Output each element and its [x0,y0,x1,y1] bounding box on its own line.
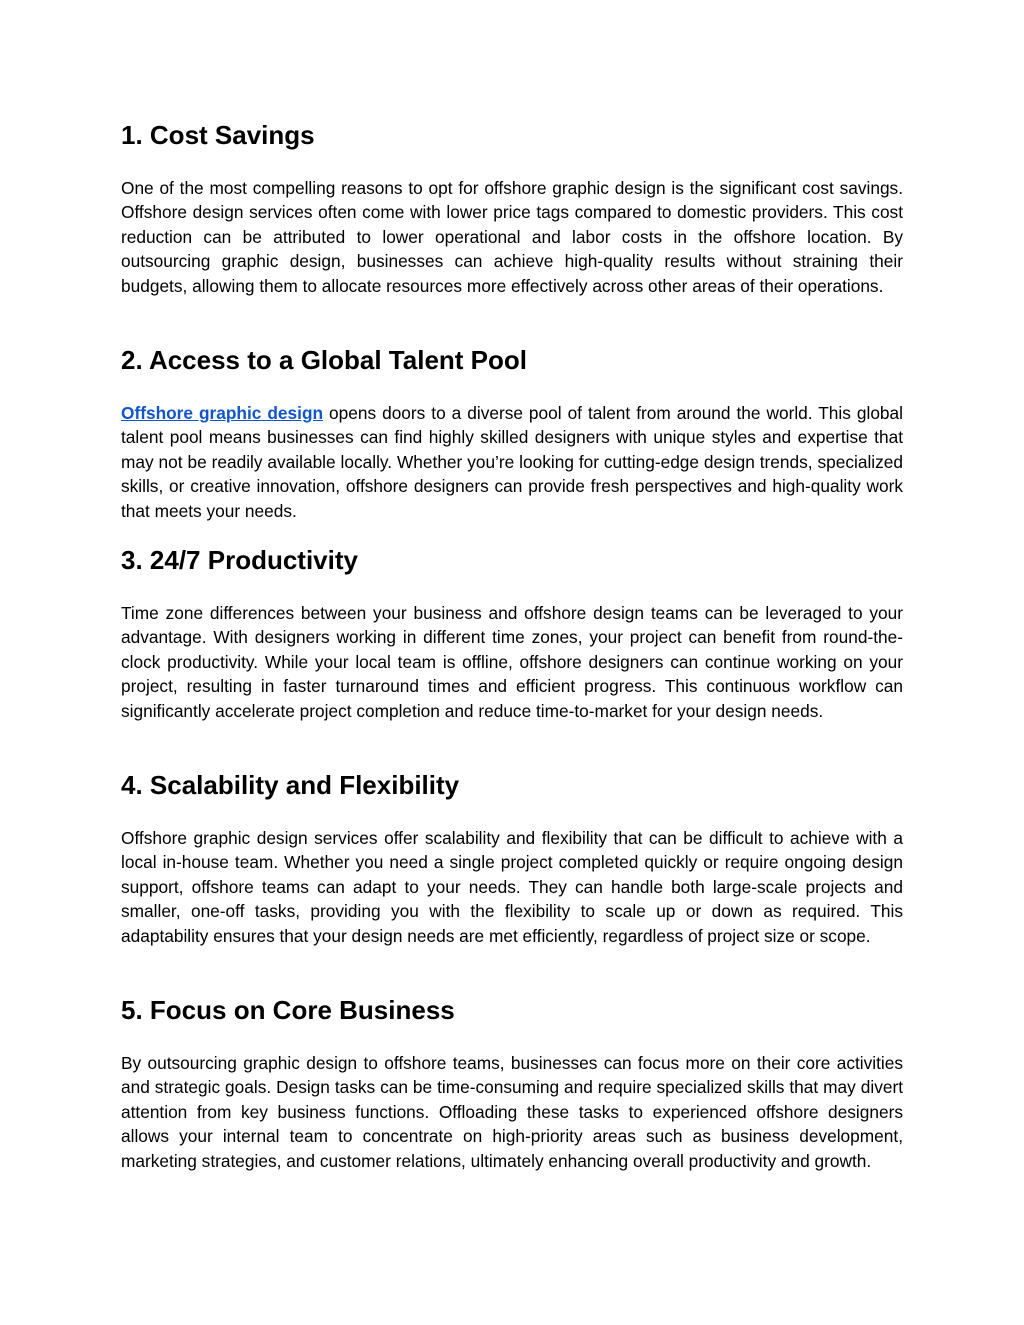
section-paragraph: One of the most compelling reasons to opt for offshore graphic design is the significant cost savings. Offshore design services often come with lower price tags compared to domestic providers. This cost reduction can be attributed to lower operational and labor costs in the offshore location. By outsourcing graphic design, businesses can achieve high-quality results without straining their budgets, allowing them to allocate resources more effectively across other areas of their operations. [121,178,903,296]
section-heading: 1. Cost Savings [121,120,315,150]
section-heading: 4. Scalability and Flexibility [121,770,460,800]
section-cost-savings [121,120,903,298]
section-core-business [121,995,903,1173]
section-paragraph [121,401,903,523]
section-paragraph: By outsourcing graphic design to offshore teams, businesses can focus more on their core activities and strategic goals. Design tasks can be time-consuming and require specialized skills that may divert attention from key business functions. Offloading these tasks to experienced offshore designers allows your internal team to concentrate on high-priority areas such as business development, marketing strategies, and customer relations, ultimately enhancing overall productivity and growth. [121,1053,903,1171]
offshore-graphic-design-link[interactable]: Offshore graphic design [121,403,324,423]
section-heading: 3. 24/7 Productivity [121,545,358,575]
section-heading: 5. Focus on Core Business [121,995,455,1025]
section-scalability [121,770,903,948]
section-global-talent [121,345,903,523]
section-heading: 2. Access to a Global Talent Pool [121,345,527,375]
section-productivity [121,545,903,723]
section-paragraph: Offshore graphic design services offer scalability and flexibility that can be difficult to achieve with a local in-house team. Whether you need a single project completed quickly or require ongoing design support, offshore teams can adapt to your needs. They can handle both large-scale projects and smaller, one-off tasks, providing you with the flexibility to scale up or down as required. This adaptability ensures that your design needs are met efficiently, regardless of project size or scope. [121,828,903,946]
section-paragraph-text: opens doors to a diverse pool of talent from around the world. This global talent pool means businesses can find highly skilled designers with unique styles and expertise that may not be readily available locally. Whether you’re looking for cutting-edge design trends, specialized skills, or creative innovation, offshore designers can provide fresh perspectives and high-quality work that meets your needs. [121,403,903,521]
section-paragraph: Time zone differences between your business and offshore design teams can be leveraged to your advantage. With designers working in different time zones, your project can benefit from round-the-clock productivity. While your local team is offline, offshore designers can continue working on your project, resulting in faster turnaround times and efficient progress. This continuous workflow can significantly accelerate project completion and reduce time-to-market for your design needs. [121,603,903,721]
